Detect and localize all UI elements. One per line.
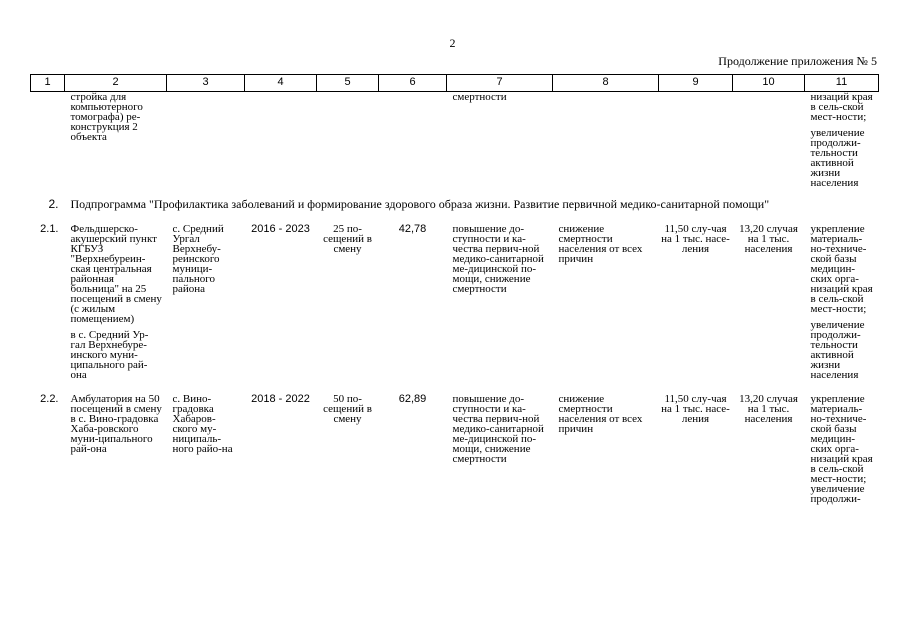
cost: 42,78: [398, 223, 427, 235]
header-cell: 6: [379, 75, 447, 92]
indicator-base-value: 11,50 слу-чая на 1 тыс. насе-ления: [661, 223, 730, 255]
continuation-label: Продолжение приложения № 5: [718, 54, 877, 68]
object-name: Амбулатория на 50 посещений в смену в с. Вино-градовка Хаба-ровского муни-ципального рай-она: [70, 393, 162, 455]
header-cell: 9: [659, 75, 733, 92]
years: 2018 - 2022: [251, 393, 310, 405]
header-cell: 11: [805, 75, 879, 92]
capacity: 25 по-сещений в смену: [323, 223, 372, 255]
table-row: [31, 210, 879, 380]
header-cell: 4: [245, 75, 317, 92]
goal-text: смертности: [452, 91, 507, 103]
effect-text: укрепление материаль-но-техниче-ской базы медицин-ских орга-низаций края в сель-ской мест-ности; увеличение продолжи-: [810, 393, 873, 505]
object-name: [65, 210, 167, 380]
location: с. Вино-градовка Хабаров-ского му-ниципаль-ного райо-на: [172, 393, 233, 455]
page-number: 2: [449, 36, 456, 50]
indicator-target-value: 13,20 случая на 1 тыс. населения: [739, 223, 798, 255]
header-cell: 8: [553, 75, 659, 92]
effect-paragraph: увеличение продолжи-тельности активной жизни населения: [810, 127, 865, 189]
header-cell: 1: [31, 75, 65, 92]
table-row: [31, 380, 879, 504]
effect-text: [805, 210, 879, 380]
row-number: 2.2.: [40, 393, 59, 405]
effect-paragraph: низаций края в сель-ской мест-ности;: [810, 91, 873, 123]
indicator-text: снижение смертности населения от всех причин: [558, 223, 643, 265]
effect-paragraph: увеличение продолжи-тельности активной жизни населения: [810, 319, 865, 381]
goal-text: повышение до-ступности и ка-чества первич-ной медико-санитарной ме-дицинской по-мощи, снижение смертности: [452, 223, 544, 295]
object-name-paragraph: Фельдшерско-акушерский пункт КГБУЗ "Верхнебуреин-ская центральная районная больница" на 25 посещений в смену (с жилым помещением): [70, 223, 162, 325]
indicator-text: снижение смертности населения от всех причин: [558, 393, 643, 435]
row-number: 2.1.: [40, 223, 59, 235]
header-cell: 5: [317, 75, 379, 92]
subprogram-row: [31, 188, 879, 210]
effect-text: [805, 92, 879, 189]
object-name: стройка для компьютерного томографа) ре-конструкция 2 объекта: [70, 91, 143, 143]
object-name-paragraph: в с. Средний Ур-гал Верхнебуре-инского муни-ципального рай-она: [70, 329, 149, 381]
goal-text: повышение до-ступности и ка-чества первич-ной медико-санитарной ме-дицинской по-мощи, снижение смертности: [452, 393, 544, 465]
indicator-target-value: 13,20 случая на 1 тыс. населения: [739, 393, 798, 425]
table-row-continued: [31, 92, 879, 189]
header-row: [31, 75, 879, 92]
subprogram-number: 2.: [48, 197, 59, 211]
program-table: [30, 74, 879, 504]
cost: 62,89: [398, 393, 427, 405]
header-cell: 10: [733, 75, 805, 92]
header-cell: 3: [167, 75, 245, 92]
years: 2016 - 2023: [251, 223, 310, 235]
header-cell: 7: [447, 75, 553, 92]
location: с. Средний Ургал Верхнебу-реинского муници-пального района: [172, 223, 224, 295]
effect-paragraph: укрепление материаль-но-техниче-ской базы медицин-ских орга-низаций края в сель-ской мест-ности;: [810, 223, 873, 315]
capacity: 50 по-сещений в смену: [323, 393, 372, 425]
header-cell: 2: [65, 75, 167, 92]
subprogram-title: Подпрограмма "Профилактика заболеваний и формирование здорового образа жизни. Развитие первичной медико-санитарной помощи": [70, 197, 770, 211]
indicator-base-value: 11,50 слу-чая на 1 тыс. насе-ления: [661, 393, 730, 425]
